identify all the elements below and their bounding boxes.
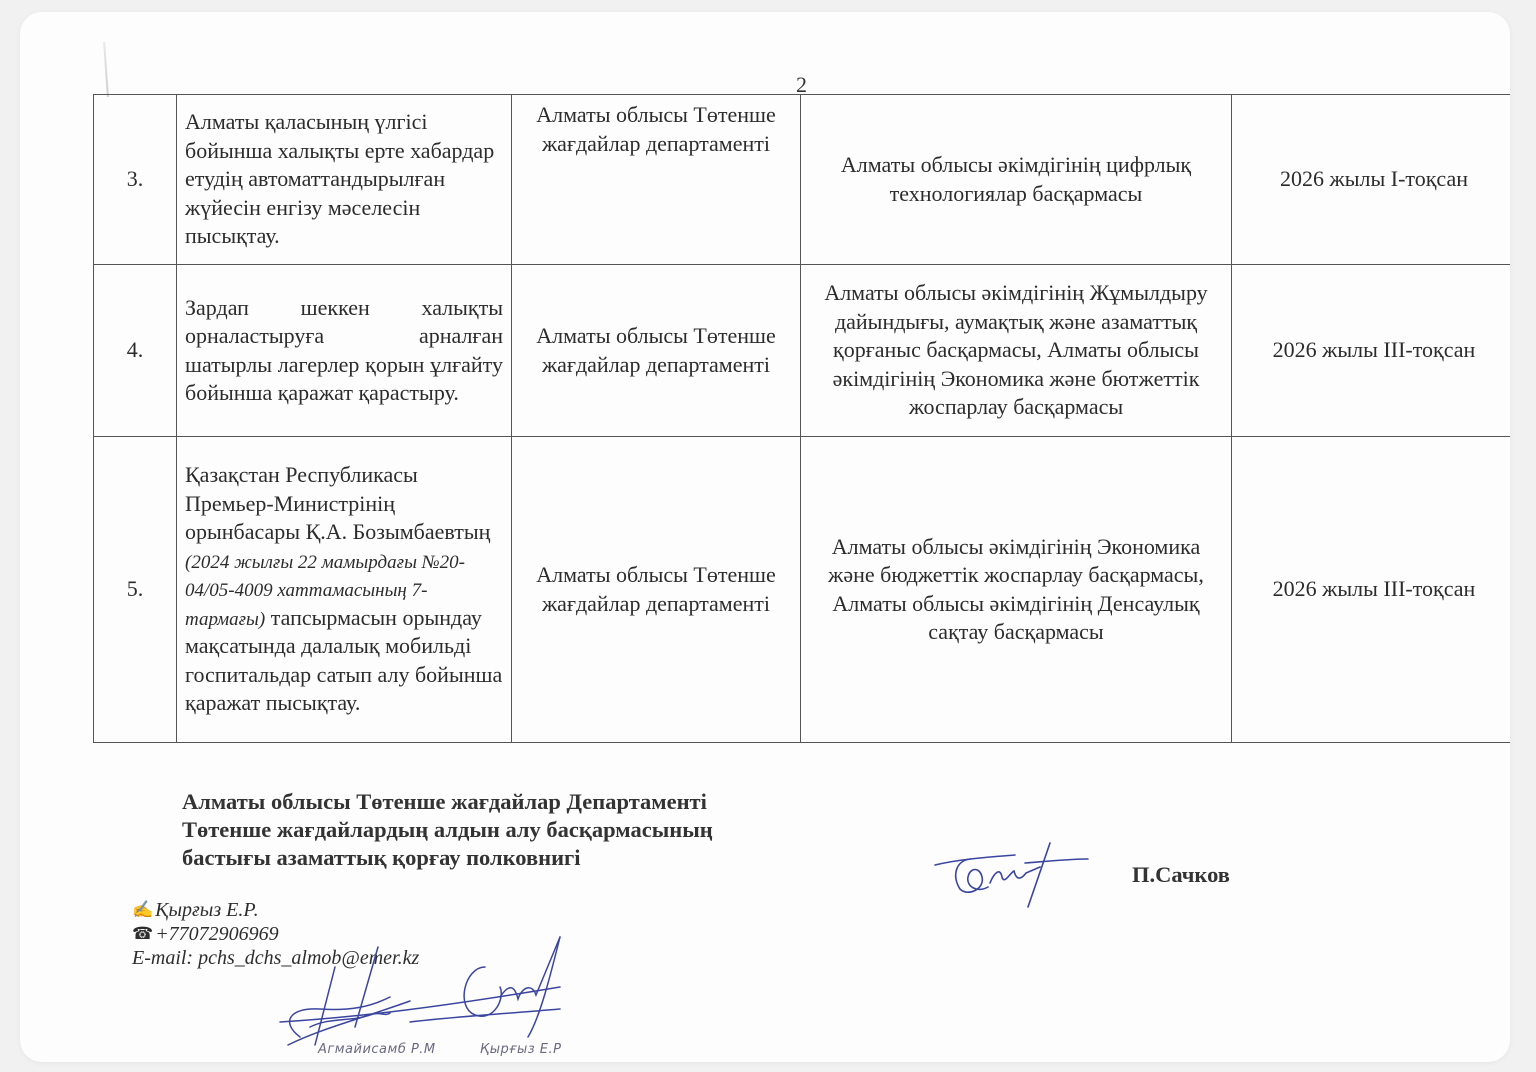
row-number: 3. [94, 95, 177, 265]
telephone-icon: ☎ [132, 924, 154, 943]
handwritten-signature [930, 837, 1090, 917]
executor-name-row [132, 898, 419, 922]
page-number: 2 [796, 72, 807, 97]
task-cell: Алматы қаласының үлгісі бойынша халықты ерте хабардар етудің автоматтандырылған жүйесін енгізу мәселесін пысықтау. [177, 95, 512, 265]
position-line: Төтенше жағдайлардың алдын алу басқармасының [182, 817, 713, 842]
executor-email[interactable]: pchs_dchs_almob@emer.kz [198, 947, 420, 969]
co-executors-cell: Алматы облысы әкімдігінің Экономика және бюджеттік жоспарлау басқармасы, Алматы облысы әкімдігінің Денсаулық сақтау басқармасы [801, 437, 1232, 743]
deadline-cell: 2026 жылы ІІІ-тоқсан [1232, 437, 1511, 743]
responsible-cell: Алматы облысы Төтенше жағдайлар департаменті [512, 265, 801, 437]
task-cell [177, 437, 512, 743]
responsible-cell: Алматы облысы Төтенше жағдайлар департаменті [512, 437, 801, 743]
table-row [94, 95, 1511, 265]
protocol-reference: (2024 жылғы 22 мамырдағы №20-04/05-4009 хаттамасының 7-тармағы) [185, 551, 465, 630]
document-page [20, 12, 1510, 1062]
task-text-part2: тапсырмасын орындау мақсатында далалық мобильді госпитальдар сатып алу бойынша қаражат пысықтау. [185, 604, 503, 716]
executor-phone: +77072906969 [155, 923, 279, 945]
position-line: бастығы азаматтық қорғау полковнигі [182, 845, 581, 870]
table-row [94, 437, 1511, 743]
table-row [94, 265, 1511, 437]
task-text-part1: Қазақстан Республикасы Премьер-Министрінің орынбасары Қ.А. Бозымбаевтың [185, 462, 491, 545]
responsible-cell: Алматы облысы Төтенше жағдайлар департаменті [512, 95, 801, 265]
position-line: Алматы облысы Төтенше жағдайлар Департаменті [182, 789, 707, 814]
row-number: 4. [94, 265, 177, 437]
signatory-position [182, 788, 713, 872]
visa-caption: Қырғыз Е.Р [480, 1042, 562, 1057]
email-label: E-mail: [132, 947, 194, 969]
visa-caption: Агмайисамб Р.М [318, 1042, 436, 1057]
document-viewer-card [20, 12, 1510, 1062]
pencil-icon: ✍ [132, 900, 154, 919]
deadline-cell: 2026 жылы І-тоқсан [1232, 95, 1511, 265]
task-cell: Зардап шеккен халықты орналастыруға арналған шатырлы лагерлер қорын ұлғайту бойынша қаражат қарастыру. [177, 265, 512, 437]
row-number: 5. [94, 437, 177, 743]
action-plan-table [93, 94, 1510, 743]
executor-name: Қырғыз Е.Р. [155, 899, 259, 921]
co-executors-cell: Алматы облысы әкімдігінің Жұмылдыру дайындығы, аумақтық және азаматтық қорғаныс басқармасы, Алматы облысы әкімдігінің Экономика және бютжеттік жоспарлау басқармасы [801, 265, 1232, 437]
deadline-cell: 2026 жылы ІІІ-тоқсан [1232, 265, 1511, 437]
scan-edge-mark [103, 42, 109, 97]
signer-name: П.Сачков [1132, 862, 1230, 887]
co-executors-cell: Алматы облысы әкімдігінің цифрлық технологиялар басқармасы [801, 95, 1232, 265]
